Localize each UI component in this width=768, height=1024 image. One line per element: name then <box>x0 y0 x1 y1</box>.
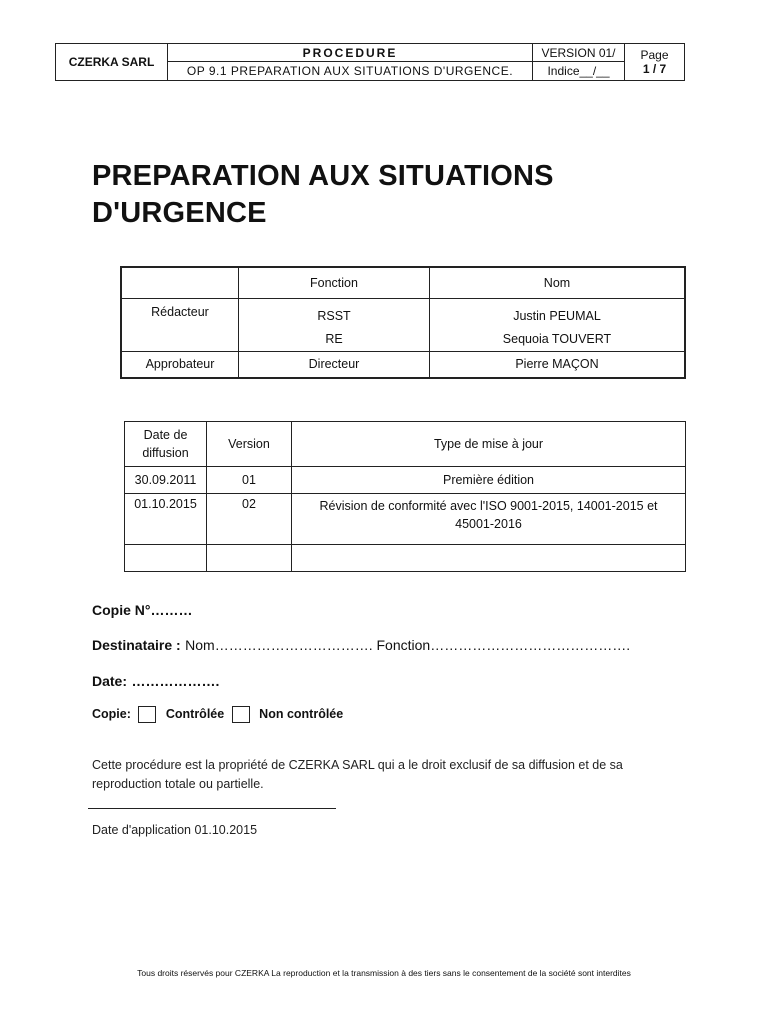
header-docref-cell <box>167 61 533 81</box>
doc-type: PROCEDURE <box>302 45 398 60</box>
version-type: Première édition <box>292 467 686 494</box>
copie-label: Copie N° <box>92 602 151 618</box>
copie-type-label: Copie: <box>92 706 131 721</box>
doc-version: VERSION 01/ <box>541 45 616 60</box>
separator-line <box>88 808 336 809</box>
table-row <box>121 351 685 378</box>
controlee-checkbox[interactable] <box>138 706 156 723</box>
version-date: 01.10.2015 <box>125 494 207 544</box>
page-number: 1 / 7 <box>642 62 667 76</box>
date-field <box>92 673 219 691</box>
date-value: ………………. <box>131 673 220 689</box>
application-date: Date d'application 01.10.2015 <box>92 823 258 837</box>
redacteur-nom-1: Justin PEUMAL <box>513 308 601 323</box>
header-version-cell <box>532 43 625 62</box>
approbateur-nom: Pierre MAÇON <box>430 351 686 378</box>
versions-header-row <box>125 422 686 467</box>
redacteur-fonction-1: RSST <box>317 308 351 323</box>
roles-header-fonction: Fonction <box>239 267 430 298</box>
destinataire-value: Nom……………………………. Fonction……………………………………. <box>185 637 631 653</box>
version-number: 01 <box>207 467 292 494</box>
version-date <box>125 544 207 571</box>
versions-header-date: Date de diffusion <box>125 422 207 467</box>
version-number: 02 <box>207 494 292 544</box>
non-controlee-checkbox[interactable] <box>232 706 250 723</box>
doc-ref: OP 9.1 PREPARATION AUX SITUATIONS D'URGENCE. <box>186 64 514 78</box>
versions-header-version: Version <box>207 422 292 467</box>
roles-header-empty <box>121 267 239 298</box>
copie-value: ……… <box>150 602 193 618</box>
footer-notice: Tous droits réservés pour CZERKA La reproduction et la transmission à des tiers sans le consentement de la société sont interdites <box>137 968 631 978</box>
redacteur-fonction-2: RE <box>325 331 343 346</box>
role-approbateur: Approbateur <box>121 351 239 378</box>
version-date: 30.09.2011 <box>125 467 207 494</box>
header-company-cell <box>55 43 168 81</box>
version-number <box>207 544 292 571</box>
approbateur-fonction: Directeur <box>239 351 430 378</box>
header-indice-cell <box>532 61 625 81</box>
page-label: Page <box>640 48 669 62</box>
table-row <box>125 544 686 571</box>
version-type <box>292 544 686 571</box>
destinataire-label: Destinataire : <box>92 637 181 653</box>
controlee-label: Contrôlée <box>165 706 225 721</box>
page-title <box>92 157 554 232</box>
roles-header-nom: Nom <box>430 267 686 298</box>
roles-table <box>120 266 686 379</box>
company-name: CZERKA SARL <box>68 55 155 69</box>
redacteur-nom-2: Sequoia TOUVERT <box>502 331 612 346</box>
versions-table <box>124 421 686 572</box>
non-controlee-label: Non contrôlée <box>259 706 344 721</box>
header-page-cell <box>624 43 685 81</box>
table-row <box>125 467 686 494</box>
redacteur-noms <box>430 298 686 351</box>
table-row <box>125 494 686 544</box>
table-row <box>121 298 685 351</box>
destinataire-field <box>92 637 630 655</box>
header-doctype-cell <box>167 43 533 62</box>
title-line-1: PREPARATION AUX SITUATIONS <box>92 160 554 192</box>
redacteur-fonctions <box>239 298 430 351</box>
roles-header-row <box>121 267 685 298</box>
property-notice: Cette procédure est la propriété de CZERKA SARL qui a le droit exclusif de sa diffusion et de sa reproduction totale ou partielle. <box>92 758 623 791</box>
role-redacteur: Rédacteur <box>121 298 239 351</box>
doc-indice: Indice__/__ <box>547 64 610 78</box>
copie-number-field <box>92 602 193 620</box>
copie-type-field <box>92 706 343 723</box>
version-type: Révision de conformité avec l'ISO 9001-2015, 14001-2015 et 45001-2016 <box>292 494 686 544</box>
date-label: Date: <box>92 673 128 689</box>
title-line-2: D'URGENCE <box>92 197 267 229</box>
versions-header-type: Type de mise à jour <box>292 422 686 467</box>
